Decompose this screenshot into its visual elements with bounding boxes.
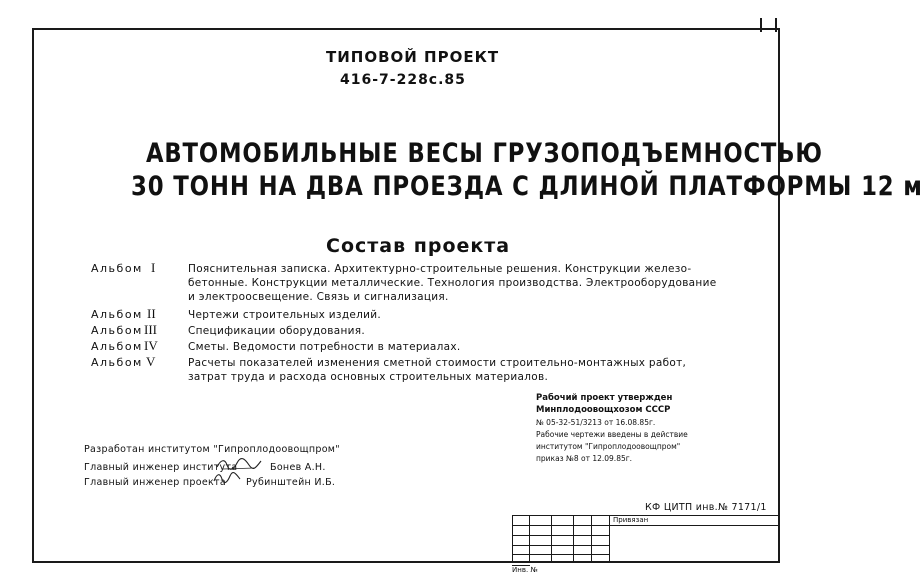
inventory-line <box>512 565 530 566</box>
album-numeral: II <box>147 306 156 321</box>
attached-label: Привязан <box>613 516 649 524</box>
title-line-2: 30 ТОНН НА ДВА ПРОЕЗДА С ДЛИНОЙ ПЛАТФОРМЫ 12 м <box>131 171 923 202</box>
signature-icon <box>212 470 242 486</box>
album-label: Альбом <box>91 324 143 337</box>
album-numeral: III <box>144 322 157 337</box>
stamp-col-line <box>591 516 592 562</box>
approval-line: Минплодоовощхозом СССР <box>536 405 671 415</box>
album-label: Альбом <box>91 308 143 321</box>
title-line-1: АВТОМОБИЛЬНЫЕ ВЕСЫ ГРУЗОПОДЪЕМНОСТЬЮ <box>146 138 823 169</box>
project-engineer-name: Рубинштейн И.Б. <box>246 477 336 488</box>
approval-line: институтом "Гипроплодоовощпром" <box>536 442 681 451</box>
stamp-row-line <box>513 525 779 526</box>
album-description-line: Пояснительная записка. Архитектурно-строительные решения. Конструкции железо- <box>188 263 692 275</box>
approval-line: Рабочий проект утвержден <box>536 393 673 403</box>
album-description-line: бетонные. Конструкции металлические. Технология производства. Электрооборудование <box>188 277 717 289</box>
archive-number: КФ ЦИТП инв.№ 7171/1 <box>645 502 767 513</box>
stamp-row-line <box>513 535 609 536</box>
album-description-line: и электроосвещение. Связь и сигнализация. <box>188 291 449 303</box>
album-numeral: V <box>146 354 156 369</box>
album-description-line: Расчеты показателей изменения сметной стоимости строительно-монтажных работ, <box>188 357 687 369</box>
chief-engineer-name: Бонев А.Н. <box>270 462 326 473</box>
developer-line: Разработан институтом "Гипроплодоовощпром" <box>84 444 340 455</box>
composition-heading: Состав проекта <box>326 235 511 257</box>
stamp-col-line <box>573 516 574 562</box>
album-description-line: Спецификации оборудования. <box>188 325 365 337</box>
approval-line: приказ №8 от 12.09.85г. <box>536 454 633 463</box>
album-description-line: затрат труда и расхода основных строительных материалов. <box>188 371 549 383</box>
stamp-table <box>512 515 780 563</box>
corner-mark <box>775 18 777 32</box>
chief-engineer-label: Главный инженер института <box>84 462 238 473</box>
project-engineer-label: Главный инженер проекта <box>84 477 226 488</box>
project-type-heading: ТИПОВОЙ ПРОЕКТ <box>326 48 500 66</box>
approval-line: Рабочие чертежи введены в действие <box>536 430 688 439</box>
stamp-col-line <box>609 516 610 562</box>
inventory-label: Инв. № <box>512 566 538 574</box>
stamp-row-line <box>513 545 609 546</box>
album-numeral: IV <box>144 338 158 353</box>
stamp-col-line <box>529 516 530 562</box>
album-description-line: Чертежи строительных изделий. <box>188 309 382 321</box>
album-label: Альбом <box>91 340 143 353</box>
album-numeral: I <box>151 260 156 275</box>
album-label: Альбом <box>91 262 143 275</box>
approval-line: № 05-32-51/3213 от 16.08.85г. <box>536 418 656 427</box>
album-description-line: Сметы. Ведомости потребности в материалах. <box>188 341 461 353</box>
project-code: 416-7-228с.85 <box>340 72 466 88</box>
stamp-row-line <box>513 554 609 555</box>
album-label: Альбом <box>91 356 143 369</box>
corner-mark <box>760 18 762 32</box>
stamp-col-line <box>551 516 552 562</box>
